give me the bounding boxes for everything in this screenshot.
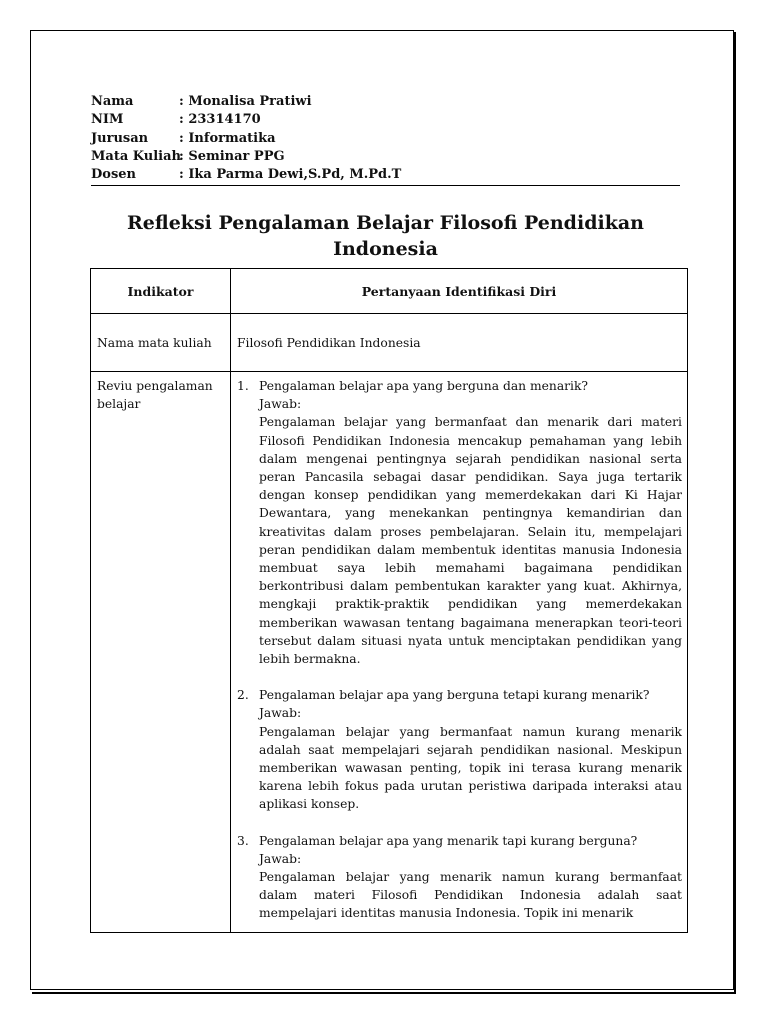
identity-value: : Informatika xyxy=(179,130,276,146)
header-indikator: Indikator xyxy=(91,269,231,314)
reflection-table xyxy=(90,268,688,933)
question-number: 3. xyxy=(237,833,249,848)
identity-row-mata-kuliah xyxy=(91,148,680,166)
question-text: Pengalaman belajar apa yang berguna dan menarik? xyxy=(259,379,589,393)
identity-value: : Ika Parma Dewi,S.Pd, M.Pd.T xyxy=(179,167,402,183)
answer-label: Jawab: xyxy=(259,851,302,866)
row-label-reviu: Reviu pengalaman belajar xyxy=(97,379,213,412)
list-item xyxy=(237,686,682,813)
question-list xyxy=(231,372,687,923)
answer-label: Jawab: xyxy=(259,706,302,721)
question-text: Pengalaman belajar apa yang berguna tetapi kurang menarik? xyxy=(259,688,650,703)
answer-text: Pengalaman belajar yang menarik namun kurang bermanfaat dalam materi Filosofi Pendidikan Indonesia adalah saat mempelajari identitas manusia Indonesia. Topik ini menarik xyxy=(259,870,682,921)
question-text: Pengalaman belajar apa yang menarik tapi kurang berguna? xyxy=(259,833,638,848)
table-header-row xyxy=(91,269,688,314)
identity-label: Jurusan xyxy=(91,130,149,146)
row-value-course-name: Filosofi Pendidikan Indonesia xyxy=(231,314,688,372)
document-title: Refleksi Pengalaman Belajar Filosofi Pendidikan Indonesia xyxy=(127,212,644,260)
identity-row-nama xyxy=(91,93,680,111)
identity-value: : Monalisa Pratiwi xyxy=(179,94,312,109)
identity-label: NIM xyxy=(91,112,124,128)
identity-value: : 23314170 xyxy=(179,112,261,128)
row-label-nama-mata-kuliah: Nama mata kuliah xyxy=(91,314,231,372)
header-pertanyaan: Pertanyaan Identifikasi Diri xyxy=(231,269,688,314)
answer-label: Jawab: xyxy=(259,397,302,412)
identity-label: Dosen xyxy=(91,167,136,183)
list-item xyxy=(237,377,682,668)
table-row xyxy=(91,372,688,933)
question-number: 1. xyxy=(237,379,249,393)
question-number: 2. xyxy=(237,688,249,703)
identity-value: : Seminar PPG xyxy=(179,148,285,164)
identity-row-dosen xyxy=(91,166,680,184)
row-label-cell xyxy=(91,372,231,933)
table-row xyxy=(91,314,688,372)
identity-row-jurusan xyxy=(91,130,680,148)
answer-text: Pengalaman belajar yang bermanfaat namun kurang menarik adalah saat mempelajari sejarah pendidikan nasional. Meskipun memberikan wawasan penting, topik ini terasa kurang menarik karena lebih fokus pada urutan peristiwa daripada interaksi atau aplikasi konsep. xyxy=(259,724,682,812)
list-item xyxy=(237,832,682,923)
identity-label: Nama xyxy=(91,94,134,109)
identity-block xyxy=(91,93,680,186)
review-content-cell xyxy=(231,372,688,933)
answer-text: Pengalaman belajar yang bermanfaat dan menarik dari materi Filosofi Pendidikan Indonesia mencakup pemahaman yang lebih dalam mengenai pentingnya sejarah pendidikan nasional serta peran Pancasila sebagai dasar pendidikan. Saya juga tertarik dengan konsep pendidikan yang memerdekakan dari Ki Hajar Dewantara, yang menekankan pentingnya kemandirian dan kreativitas dalam proses pembelajaran. Selain itu, mempelajari peran pendidikan dalam membentuk identitas manusia Indonesia membuat saya lebih memahami bagaimana pendidikan berkontribusi dalam pembentukan karakter yang kuat. Akhirnya, mengkaji praktik-praktik pendidikan yang memerdekakan memberikan wawasan tentang bagaimana menerapkan teori-teori tersebut dalam situasi nyata untuk menciptakan pendidikan yang lebih bermakna. xyxy=(259,415,682,667)
identity-row-nim xyxy=(91,111,680,129)
identity-label: Mata Kuliah xyxy=(91,148,181,164)
